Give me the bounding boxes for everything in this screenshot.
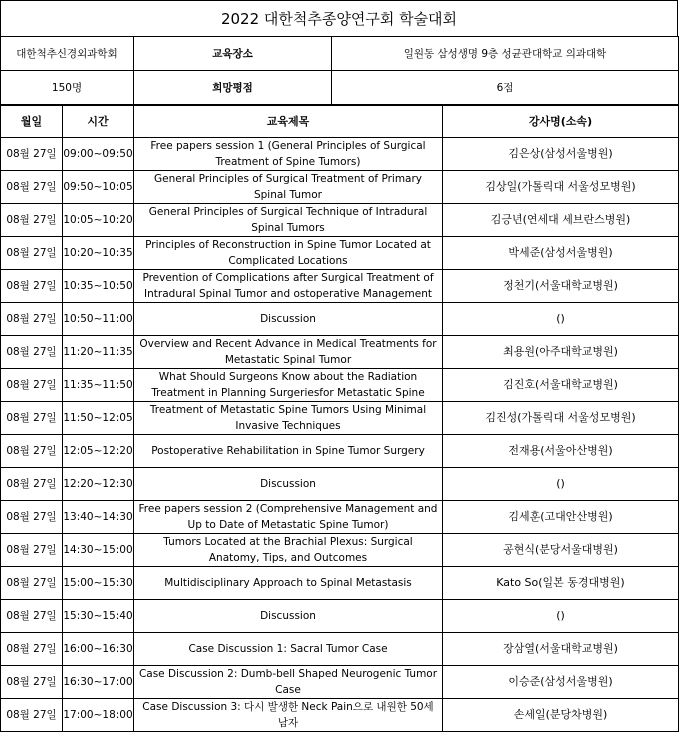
row-speaker: 최용원(아주대학교병원)	[443, 336, 679, 369]
row-topic: General Principles of Surgical Technique of Intradural Spinal Tumors	[134, 204, 443, 237]
row-date: 08월 27일	[1, 138, 63, 171]
row-date: 08월 27일	[1, 171, 63, 204]
table-row	[1, 204, 679, 237]
row-time: 09:50~10:05	[63, 171, 134, 204]
row-topic: Case Discussion 3: 다시 발생한 Neck Pain으로 내원한 50세 남자	[134, 699, 443, 732]
row-topic: Discussion	[134, 600, 443, 633]
row-speaker: Kato So(일본 동경대병원)	[443, 567, 679, 600]
row-time: 15:30~15:40	[63, 600, 134, 633]
row-time: 11:35~11:50	[63, 369, 134, 402]
row-date: 08월 27일	[1, 600, 63, 633]
row-date: 08월 27일	[1, 402, 63, 435]
location-value: 일원동 삼성생명 9층 성균관대학교 의과대학	[332, 37, 679, 71]
row-speaker: ()	[443, 600, 679, 633]
info-row-location	[1, 37, 679, 71]
row-date: 08월 27일	[1, 534, 63, 567]
table-row	[1, 699, 679, 732]
row-topic: Overview and Recent Advance in Medical Treatments for Metastatic Spinal Tumor	[134, 336, 443, 369]
table-row	[1, 303, 679, 336]
row-time: 16:30~17:00	[63, 666, 134, 699]
row-topic: Multidisciplinary Approach to Spinal Metastasis	[134, 567, 443, 600]
row-speaker: 장삼열(서울대학교병원)	[443, 633, 679, 666]
schedule-body	[1, 138, 679, 732]
row-time: 14:30~15:00	[63, 534, 134, 567]
location-label: 교육장소	[134, 37, 332, 71]
row-date: 08월 27일	[1, 270, 63, 303]
row-time: 10:35~10:50	[63, 270, 134, 303]
row-date: 08월 27일	[1, 567, 63, 600]
row-time: 16:00~16:30	[63, 633, 134, 666]
row-date: 08월 27일	[1, 699, 63, 732]
document-title: 2022 대한척추종양연구회 학술대회	[0, 0, 678, 36]
row-time: 09:00~09:50	[63, 138, 134, 171]
row-time: 11:50~12:05	[63, 402, 134, 435]
row-topic: Principles of Reconstruction in Spine Tumor Located at Complicated Locations	[134, 237, 443, 270]
table-row	[1, 567, 679, 600]
row-topic: General Principles of Surgical Treatment of Primary Spinal Tumor	[134, 171, 443, 204]
row-speaker: 박세준(삼성서울병원)	[443, 237, 679, 270]
row-speaker: 김상일(가톨릭대 서울성모병원)	[443, 171, 679, 204]
row-date: 08월 27일	[1, 303, 63, 336]
row-topic: Free papers session 1 (General Principles of Surgical Treatment of Spine Tumors)	[134, 138, 443, 171]
row-topic: Case Discussion 1: Sacral Tumor Case	[134, 633, 443, 666]
table-row	[1, 468, 679, 501]
table-row	[1, 171, 679, 204]
row-time: 17:00~18:00	[63, 699, 134, 732]
row-time: 13:40~14:30	[63, 501, 134, 534]
row-date: 08월 27일	[1, 237, 63, 270]
score-value: 6점	[332, 71, 679, 105]
row-speaker: 김은상(삼성서울병원)	[443, 138, 679, 171]
row-date: 08월 27일	[1, 435, 63, 468]
row-time: 10:20~10:35	[63, 237, 134, 270]
row-time: 11:20~11:35	[63, 336, 134, 369]
table-row	[1, 435, 679, 468]
schedule-table	[0, 105, 679, 732]
header-topic: 교육제목	[134, 106, 443, 138]
table-row	[1, 501, 679, 534]
row-date: 08월 27일	[1, 204, 63, 237]
table-row	[1, 534, 679, 567]
row-topic: Treatment of Metastatic Spine Tumors Using Minimal Invasive Techniques	[134, 402, 443, 435]
row-time: 10:05~10:20	[63, 204, 134, 237]
table-row	[1, 237, 679, 270]
row-topic: Postoperative Rehabilitation in Spine Tumor Surgery	[134, 435, 443, 468]
table-row	[1, 336, 679, 369]
row-speaker: 이승준(삼성서울병원)	[443, 666, 679, 699]
row-speaker: 손세일(분당차병원)	[443, 699, 679, 732]
row-speaker: 정천기(서울대학교병원)	[443, 270, 679, 303]
header-speaker: 강사명(소속)	[443, 106, 679, 138]
table-row	[1, 369, 679, 402]
schedule-header-row	[1, 106, 679, 138]
header-time: 시간	[63, 106, 134, 138]
organizer-cell: 대한척추신경외과학회	[1, 37, 134, 71]
table-row	[1, 270, 679, 303]
row-speaker: ()	[443, 303, 679, 336]
attendees-cell: 150명	[1, 71, 134, 105]
row-time: 10:50~11:00	[63, 303, 134, 336]
row-date: 08월 27일	[1, 633, 63, 666]
row-date: 08월 27일	[1, 501, 63, 534]
table-row	[1, 138, 679, 171]
row-date: 08월 27일	[1, 369, 63, 402]
table-row	[1, 633, 679, 666]
row-topic: Case Discussion 2: Dumb-bell Shaped Neurogenic Tumor Case	[134, 666, 443, 699]
row-topic: Tumors Located at the Brachial Plexus: Surgical Anatomy, Tips, and Outcomes	[134, 534, 443, 567]
row-speaker: 김진호(서울대학교병원)	[443, 369, 679, 402]
row-topic: Prevention of Complications after Surgical Treatment of Intradural Spinal Tumor and ostoperative Management	[134, 270, 443, 303]
score-label: 희망평점	[134, 71, 332, 105]
row-speaker: 김세훈(고대안산병원)	[443, 501, 679, 534]
row-topic: What Should Surgeons Know about the Radiation Treatment in Planning Surgeriesfor Metastatic Spine	[134, 369, 443, 402]
row-time: 12:05~12:20	[63, 435, 134, 468]
row-date: 08월 27일	[1, 468, 63, 501]
row-speaker: 김진성(가톨릭대 서울성모병원)	[443, 402, 679, 435]
row-topic: Discussion	[134, 468, 443, 501]
row-topic: Discussion	[134, 303, 443, 336]
row-speaker: 김긍년(연세대 세브란스병원)	[443, 204, 679, 237]
row-topic: Free papers session 2 (Comprehensive Management and Up to Date of Metastatic Spine Tumor)	[134, 501, 443, 534]
row-speaker: 전재용(서울아산병원)	[443, 435, 679, 468]
info-table	[0, 36, 679, 105]
row-speaker: 공현식(분당서울대병원)	[443, 534, 679, 567]
row-time: 15:00~15:30	[63, 567, 134, 600]
row-date: 08월 27일	[1, 666, 63, 699]
header-date: 월일	[1, 106, 63, 138]
table-row	[1, 666, 679, 699]
row-time: 12:20~12:30	[63, 468, 134, 501]
table-row	[1, 402, 679, 435]
row-date: 08월 27일	[1, 336, 63, 369]
table-row	[1, 600, 679, 633]
info-row-score	[1, 71, 679, 105]
row-speaker: ()	[443, 468, 679, 501]
